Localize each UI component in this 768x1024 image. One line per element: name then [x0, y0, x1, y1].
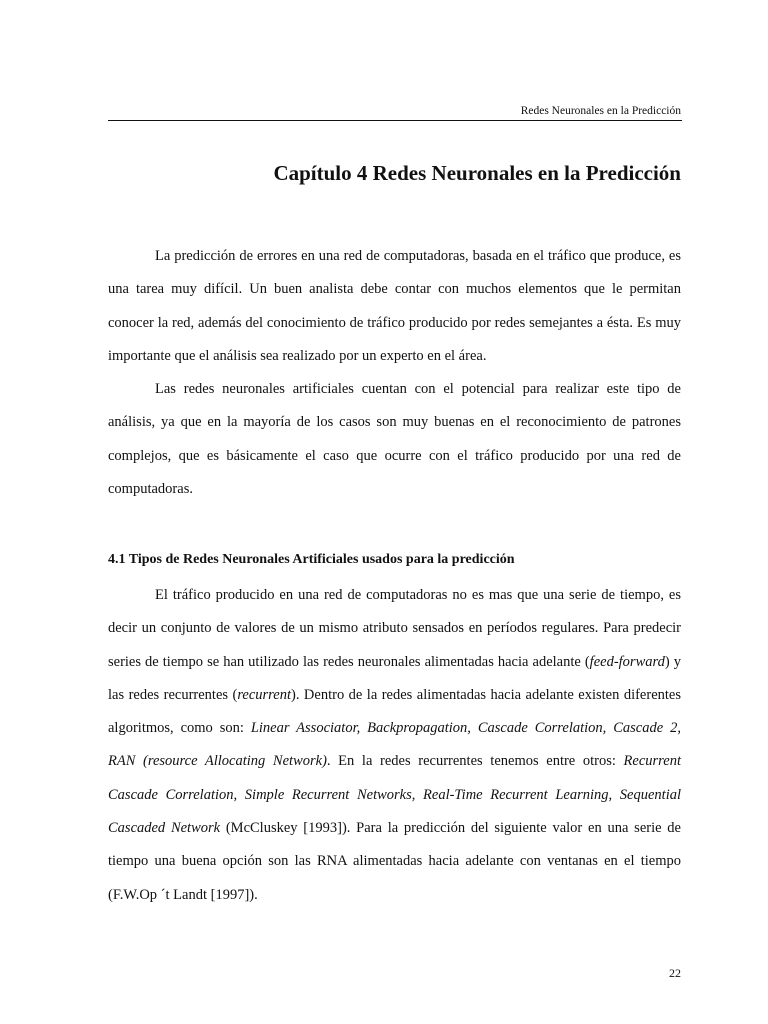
recurrent-algorithms-list: Recurrent Cascade Correlation, Simple Recurrent Networks, Real-Time Recurrent Learning, Sequential Cascaded Network [108, 753, 681, 837]
running-header: Redes Neuronales en la Predicción [520, 105, 681, 117]
term-feed-forward: feed-forward [589, 653, 665, 670]
term-recurrent: recurrent [237, 686, 292, 703]
section-text-5: (McCluskey [1993]). Para la predicción del siguiente valor en una serie de tiempo una buena opción son las RNA alimentadas hacia adelante con ventanas en el tiempo (F.W.Op ´t Landt [1997]). [108, 820, 681, 903]
section-paragraph [108, 579, 681, 912]
feedforward-algorithms-list: Linear Associator, Backpropagation, Cascade Correlation, Cascade 2, RAN (resource Allocating Network) [108, 720, 681, 770]
section-text-4: . En la redes recurrentes tenemos entre otros: [326, 753, 624, 770]
section-heading: 4.1 Tipos de Redes Neuronales Artificiales usados para la predicción [108, 552, 515, 567]
chapter-title: Capítulo 4 Redes Neuronales en la Predicción [273, 161, 681, 185]
intro-paragraph-1: La predicción de errores en una red de computadoras, basada en el tráfico que produce, es una tarea muy difícil. Un buen analista debe contar con muchos elementos que le permitan conocer la red, además del conocimiento de tráfico producido por redes semejantes a ésta. Es muy importante que el análisis sea realizado por un experto en el área. [108, 248, 681, 364]
page-number: 22 [669, 966, 681, 980]
section-block [108, 579, 681, 912]
section-text-2: ) y las redes recurrentes ( [108, 653, 681, 703]
section-text-1: El tráfico producido en una red de computadoras no es mas que una serie de tiempo, es decir un conjunto de valores de un mismo atributo sensados en períodos regulares. Para predecir series de tiempo se han utilizado las redes neuronales alimentadas hacia adelante ( [108, 587, 681, 670]
section-text-3: ). Dentro de la redes alimentadas hacia adelante existen diferentes algoritmos, como son: [108, 686, 681, 737]
intro-block [108, 240, 681, 506]
intro-paragraph-2: Las redes neuronales artificiales cuentan con el potencial para realizar este tipo de análisis, ya que en la mayoría de los casos son muy buenas en el reconocimiento de patrones complejos, que es básicamente el caso que ocurre con el tráfico producido por una red de computadoras. [108, 381, 681, 498]
header-rule [108, 120, 682, 121]
